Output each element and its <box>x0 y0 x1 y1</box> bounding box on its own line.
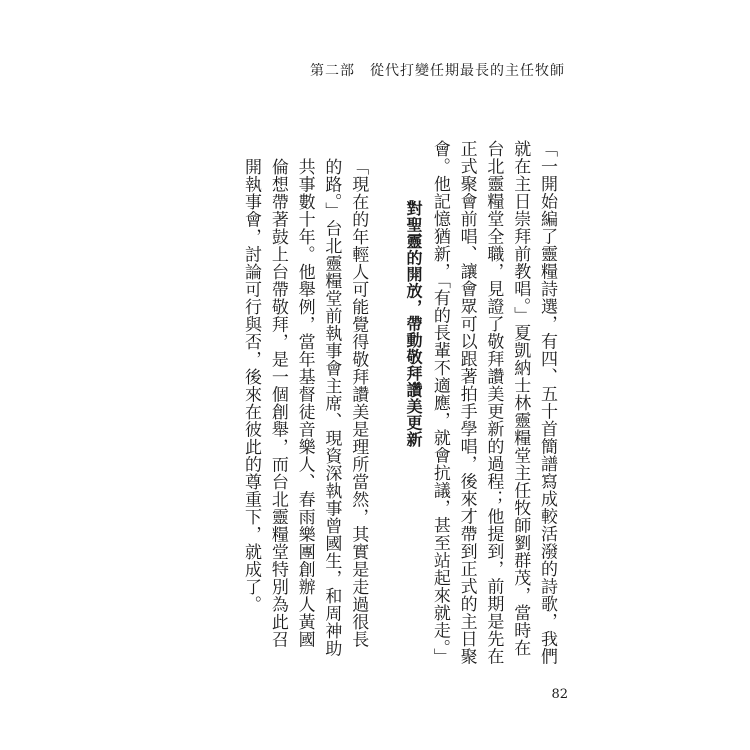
page-body-text <box>237 140 560 665</box>
paragraph-2: 「現在的年輕人可能覺得敬拜讚美是理所當然，其實是走過很長的路。」台北靈糧堂前執事會主席、現資深執事曾國生，和周神助共事數十年。他舉例，當年基督徒音樂人、春雨樂團創辦人黃國倫想帶著鼓上台帶敬拜，是一個創舉，而台北靈糧堂特別為此召開執事會，討論可行與否，後來在彼此的尊重下，就成了。 <box>241 158 369 657</box>
section-heading: 對聖靈的開放，帶動敬拜讚美更新 <box>404 200 424 448</box>
paragraph-1: 「一開始編了靈糧詩選，有四、五十首簡譜寫成較活潑的詩歌，我們就在主日崇拜前教唱。」夏凱納士林靈糧堂主任牧師劉群茂，當時在台北靈糧堂全職，見證了敬拜讚美更新的過程；他提到，前期是先在正式聚會前唱、讓會眾可以跟著拍手學唱，後來才帶到正式的主日聚會。他記憶猶新，「有的長輩不適應，就會抗議，甚至站起來就走。」 <box>429 140 557 665</box>
running-header: 第二部 從代打變任期最長的主任牧師 <box>310 63 565 79</box>
page-number: 82 <box>551 687 568 702</box>
